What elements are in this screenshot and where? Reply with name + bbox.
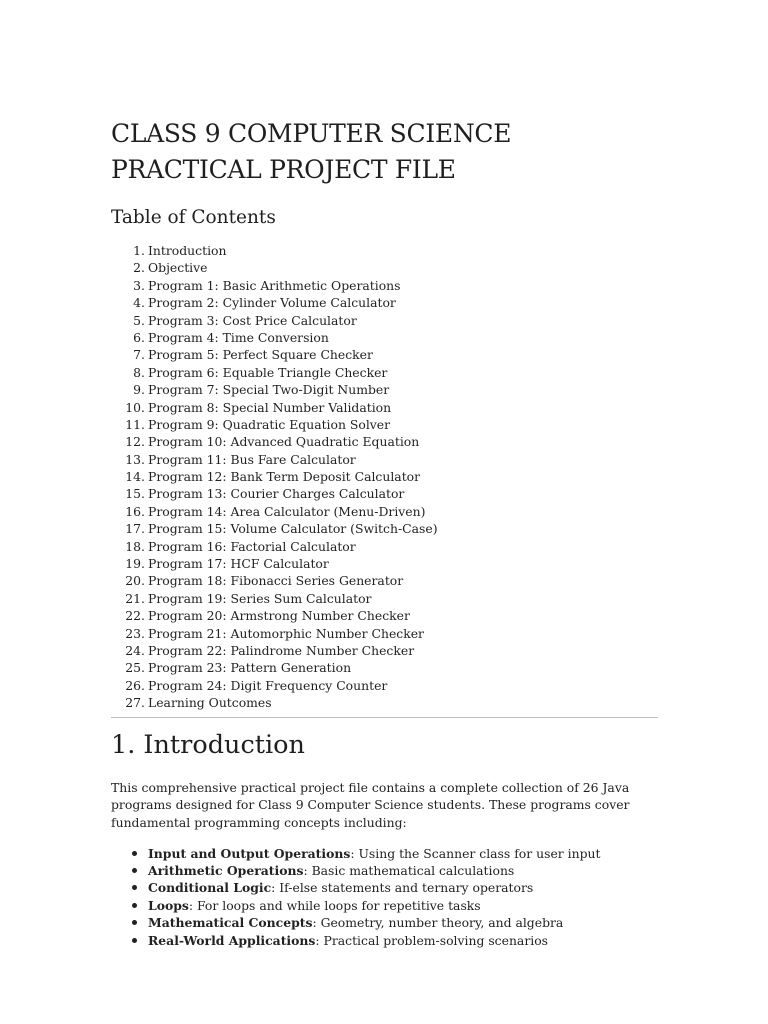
concept-term: Arithmetic Operations [148,863,304,879]
introduction-heading: 1. Introduction [111,729,305,760]
concept-item [111,879,658,896]
toc-item-label: Program 9: Quadratic Equation Solver [148,416,391,432]
toc-item [111,520,658,537]
toc-item-label: Program 18: Fibonacci Series Generator [148,573,404,589]
introduction-paragraph: This comprehensive practical project file contains a complete collection of 26 Java programs designed for Class 9 Computer Science students. These programs cover fundamental programming concepts including: [111,779,630,830]
toc-item [111,625,658,642]
toc-item-label: Program 14: Area Calculator (Menu-Driven) [148,503,426,519]
bullet-icon [132,938,137,943]
concept-term: Conditional Logic [148,880,272,896]
toc-item-label: Program 8: Special Number Validation [148,399,392,415]
toc-item-number: 22. [125,608,145,624]
toc-item-number: 1. [133,243,145,258]
toc-item [111,277,658,294]
toc-item-number: 11. [125,416,145,432]
toc-item-label: Program 12: Bank Term Deposit Calculator [148,469,421,485]
toc-item [111,433,658,450]
concept-term: Mathematical Concepts [148,915,313,931]
toc-item [111,555,658,572]
toc-item [111,329,658,346]
toc-item [111,694,658,711]
toc-item-label: Program 1: Basic Arithmetic Operations [148,277,401,293]
toc-item-label: Program 4: Time Conversion [148,329,329,345]
toc-item-number: 14. [125,469,145,485]
toc-item-number: 27. [125,695,145,711]
toc-item [111,259,658,276]
toc-item-number: 15. [125,486,145,502]
toc-item-label: Program 24: Digit Frequency Counter [148,677,388,693]
toc-item-label: Program 11: Bus Fare Calculator [148,451,356,467]
toc-item-label: Program 3: Cost Price Calculator [148,312,357,328]
toc-list [111,242,658,712]
toc-item [111,572,658,589]
concept-item [111,914,658,931]
section-divider [111,717,658,718]
toc-item [111,642,658,659]
toc-item [111,312,658,329]
toc-item [111,468,658,485]
toc-item-label: Program 2: Cylinder Volume Calculator [148,295,396,311]
concept-item [111,932,658,949]
toc-item [111,503,658,520]
concept-term: Loops [148,897,189,913]
toc-item-label: Learning Outcomes [148,695,272,711]
concept-item [111,897,658,914]
toc-item [111,485,658,502]
toc-item-number: 24. [125,642,145,658]
toc-item-label: Program 19: Series Sum Calculator [148,590,372,606]
bullet-icon [132,903,137,908]
concept-item [111,845,658,862]
bullet-icon [132,868,137,873]
toc-item [111,381,658,398]
toc-item-number: 9. [133,382,145,398]
toc-item-label: Program 13: Courier Charges Calculator [148,486,405,502]
toc-item-number: 26. [125,677,145,693]
toc-item-number: 20. [125,573,145,589]
toc-item [111,451,658,468]
bullet-icon [132,851,137,856]
toc-item-number: 16. [125,503,145,519]
concept-term: Input and Output Operations [148,845,351,861]
toc-item-number: 2. [133,260,145,276]
concept-description: : Basic mathematical calculations [303,863,515,879]
toc-item-number: 19. [125,556,145,572]
toc-item-number: 4. [133,295,145,311]
toc-item-label: Objective [148,260,208,276]
document-title: CLASS 9 COMPUTER SCIENCE PRACTICAL PROJECT FILE [111,119,512,184]
concept-description: : Geometry, number theory, and algebra [312,915,564,931]
toc-item [111,346,658,363]
toc-item-number: 7. [133,347,145,363]
toc-item [111,538,658,555]
toc-item-label: Program 5: Perfect Square Checker [148,347,373,363]
toc-item-number: 8. [133,364,145,380]
toc-item-number: 3. [133,277,145,293]
toc-item-label: Program 15: Volume Calculator (Switch-Case) [148,521,438,537]
toc-item-number: 6. [133,329,145,345]
toc-item-number: 5. [133,312,145,328]
toc-heading: Table of Contents [111,207,276,228]
bullet-icon [132,920,137,925]
toc-item [111,364,658,381]
toc-item-number: 12. [125,434,145,450]
toc-item [111,416,658,433]
concept-term: Real-World Applications [148,932,316,948]
toc-item-label: Program 21: Automorphic Number Checker [148,625,424,641]
concept-description: : Using the Scanner class for user input [350,845,601,861]
toc-item-label: Program 6: Equable Triangle Checker [148,364,388,380]
toc-item [111,659,658,676]
toc-item-number: 21. [125,590,145,606]
toc-item [111,677,658,694]
toc-item-label: Program 7: Special Two-Digit Number [148,382,390,398]
concept-list [111,845,658,949]
toc-item-label: Program 16: Factorial Calculator [148,538,356,554]
toc-item-label: Program 20: Armstrong Number Checker [148,608,410,624]
toc-item-number: 18. [125,538,145,554]
toc-item-label: Program 23: Pattern Generation [148,660,352,676]
toc-item [111,399,658,416]
concept-description: : Practical problem-solving scenarios [315,932,549,948]
concept-description: : For loops and while loops for repetitive tasks [188,897,481,913]
toc-item-number: 25. [125,660,145,676]
toc-item [111,242,658,259]
toc-item-number: 13. [125,451,145,467]
toc-item-label: Program 22: Palindrome Number Checker [148,642,415,658]
concept-description: : If-else statements and ternary operators [271,880,534,896]
toc-item-number: 10. [125,399,145,415]
toc-item-label: Program 10: Advanced Quadratic Equation [148,434,420,450]
toc-item [111,607,658,624]
toc-item-label: Program 17: HCF Calculator [148,556,329,572]
toc-item [111,590,658,607]
concept-item [111,862,658,879]
toc-item-number: 23. [125,625,145,641]
toc-item [111,294,658,311]
toc-item-number: 17. [125,521,145,537]
toc-item-label: Introduction [148,243,227,258]
bullet-icon [132,885,137,890]
